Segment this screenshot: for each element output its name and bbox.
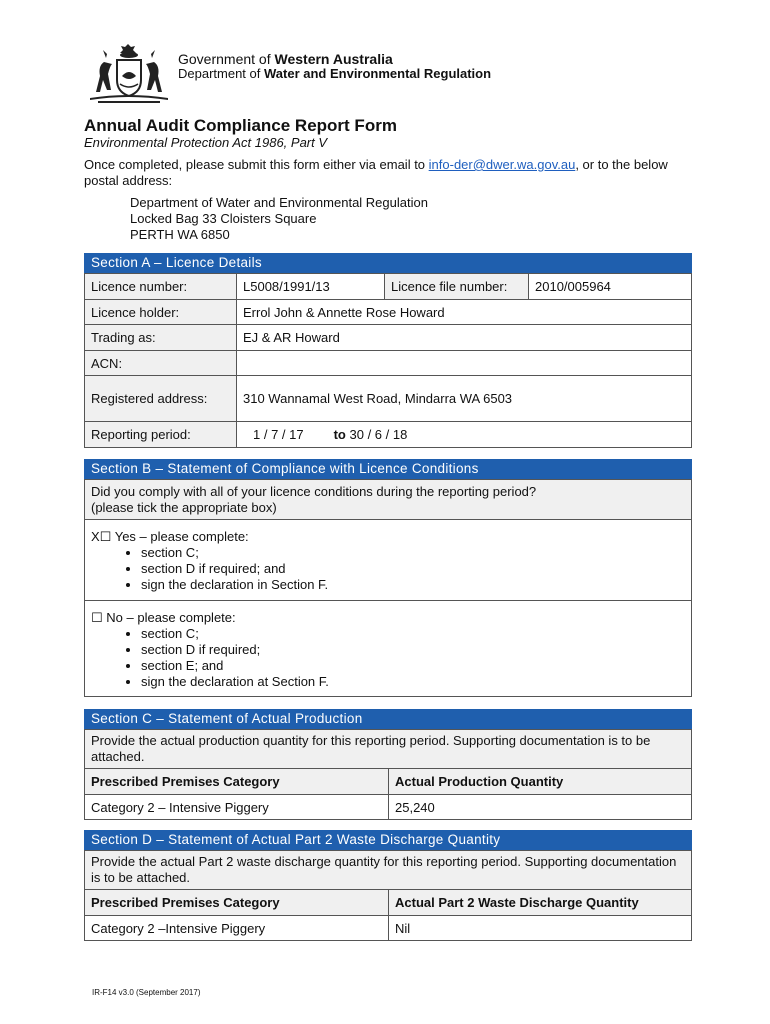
registered-address-field[interactable]: 310 Wannamal West Road, Mindarra WA 6503 bbox=[237, 376, 692, 422]
licence-holder-field[interactable]: Errol John & Annette Rose Howard bbox=[237, 300, 692, 325]
production-instruction: Provide the actual production quantity for this reporting period. Supporting documentation is to be attached. bbox=[84, 729, 692, 769]
licence-details-table bbox=[84, 273, 692, 448]
list-item: • section D if required; bbox=[141, 642, 685, 658]
wa-coat-of-arms-icon bbox=[84, 40, 174, 106]
form-subtitle: Environmental Protection Act 1986, Part V bbox=[84, 135, 328, 150]
list-item: • section E; and bbox=[141, 658, 685, 674]
postal-address bbox=[130, 195, 428, 243]
trading-as-field[interactable]: EJ & AR Howard bbox=[237, 325, 692, 351]
department-title: Department of Water and Environmental Regulation bbox=[178, 66, 492, 81]
reporting-period-field[interactable] bbox=[237, 422, 692, 448]
discharge-quantity-field[interactable]: Nil bbox=[389, 916, 692, 941]
section-c-header: Section C – Statement of Actual Production bbox=[84, 709, 692, 729]
licence-number-label: Licence number: bbox=[85, 274, 237, 300]
address-line: PERTH WA 6850 bbox=[130, 227, 230, 242]
licence-file-label: Licence file number: bbox=[385, 274, 529, 300]
section-d-header: Section D – Statement of Actual Part 2 Waste Discharge Quantity bbox=[84, 830, 692, 850]
table-header: Prescribed Premises Category bbox=[85, 890, 389, 916]
yes-checkbox[interactable]: X☐ bbox=[91, 529, 112, 544]
section-a-header: Section A – Licence Details bbox=[84, 253, 692, 273]
no-label: No – please complete: bbox=[106, 610, 236, 625]
yes-option bbox=[84, 519, 692, 601]
list-item: • section C; bbox=[141, 626, 685, 642]
licence-holder-label: Licence holder: bbox=[85, 300, 237, 325]
premises-category-field[interactable]: Category 2 – Intensive Piggery bbox=[85, 795, 389, 820]
period-to: 30 / 6 / 18 bbox=[349, 427, 408, 442]
question-note: (please tick the appropriate box) bbox=[91, 500, 277, 515]
discharge-instruction: Provide the actual Part 2 waste discharge quantity for this reporting period. Supporting documentation is to be attached. bbox=[84, 850, 692, 890]
no-option bbox=[84, 600, 692, 697]
production-quantity-field[interactable]: 25,240 bbox=[389, 795, 692, 820]
email-link[interactable]: info-der@dwer.wa.gov.au bbox=[428, 157, 576, 172]
table-header: Actual Part 2 Waste Discharge Quantity bbox=[389, 890, 692, 916]
premises-category-field[interactable]: Category 2 –Intensive Piggery bbox=[85, 916, 389, 941]
discharge-table bbox=[84, 889, 692, 941]
submission-instructions: Once completed, please submit this form either via email to info-der@dwer.wa.gov.au, or to the below postal address: bbox=[84, 157, 668, 188]
period-from: 1 / 7 / 17 bbox=[253, 427, 304, 442]
reporting-period-label: Reporting period: bbox=[85, 422, 237, 448]
licence-file-field[interactable]: 2010/005964 bbox=[529, 274, 692, 300]
section-b-header: Section B – Statement of Compliance with Licence Conditions bbox=[84, 459, 692, 479]
acn-label: ACN: bbox=[85, 351, 237, 376]
table-header: Actual Production Quantity bbox=[389, 769, 692, 795]
list-item: • sign the declaration at Section F. bbox=[141, 674, 685, 690]
list-item: • section D if required; and bbox=[141, 561, 685, 577]
address-line: Department of Water and Environmental Regulation bbox=[130, 195, 428, 210]
registered-address-label: Registered address: bbox=[85, 376, 237, 422]
acn-field[interactable] bbox=[237, 351, 692, 376]
compliance-question bbox=[84, 479, 692, 520]
list-item: • sign the declaration in Section F. bbox=[141, 577, 685, 593]
government-title: Government of Western Australia bbox=[178, 51, 393, 67]
address-line: Locked Bag 33 Cloisters Square bbox=[130, 211, 317, 226]
period-to-label: to bbox=[333, 427, 346, 442]
list-item: • section C; bbox=[141, 545, 685, 561]
form-version-code: IR-F14 v3.0 (September 2017) bbox=[92, 988, 201, 997]
production-table bbox=[84, 768, 692, 820]
yes-label: Yes – please complete: bbox=[114, 529, 249, 544]
table-header: Prescribed Premises Category bbox=[85, 769, 389, 795]
no-checkbox[interactable]: ☐ bbox=[91, 610, 103, 625]
licence-number-field[interactable]: L5008/1991/13 bbox=[237, 274, 385, 300]
question-text: Did you comply with all of your licence conditions during the reporting period? bbox=[91, 484, 537, 499]
form-title: Annual Audit Compliance Report Form bbox=[84, 116, 397, 135]
trading-as-label: Trading as: bbox=[85, 325, 237, 351]
